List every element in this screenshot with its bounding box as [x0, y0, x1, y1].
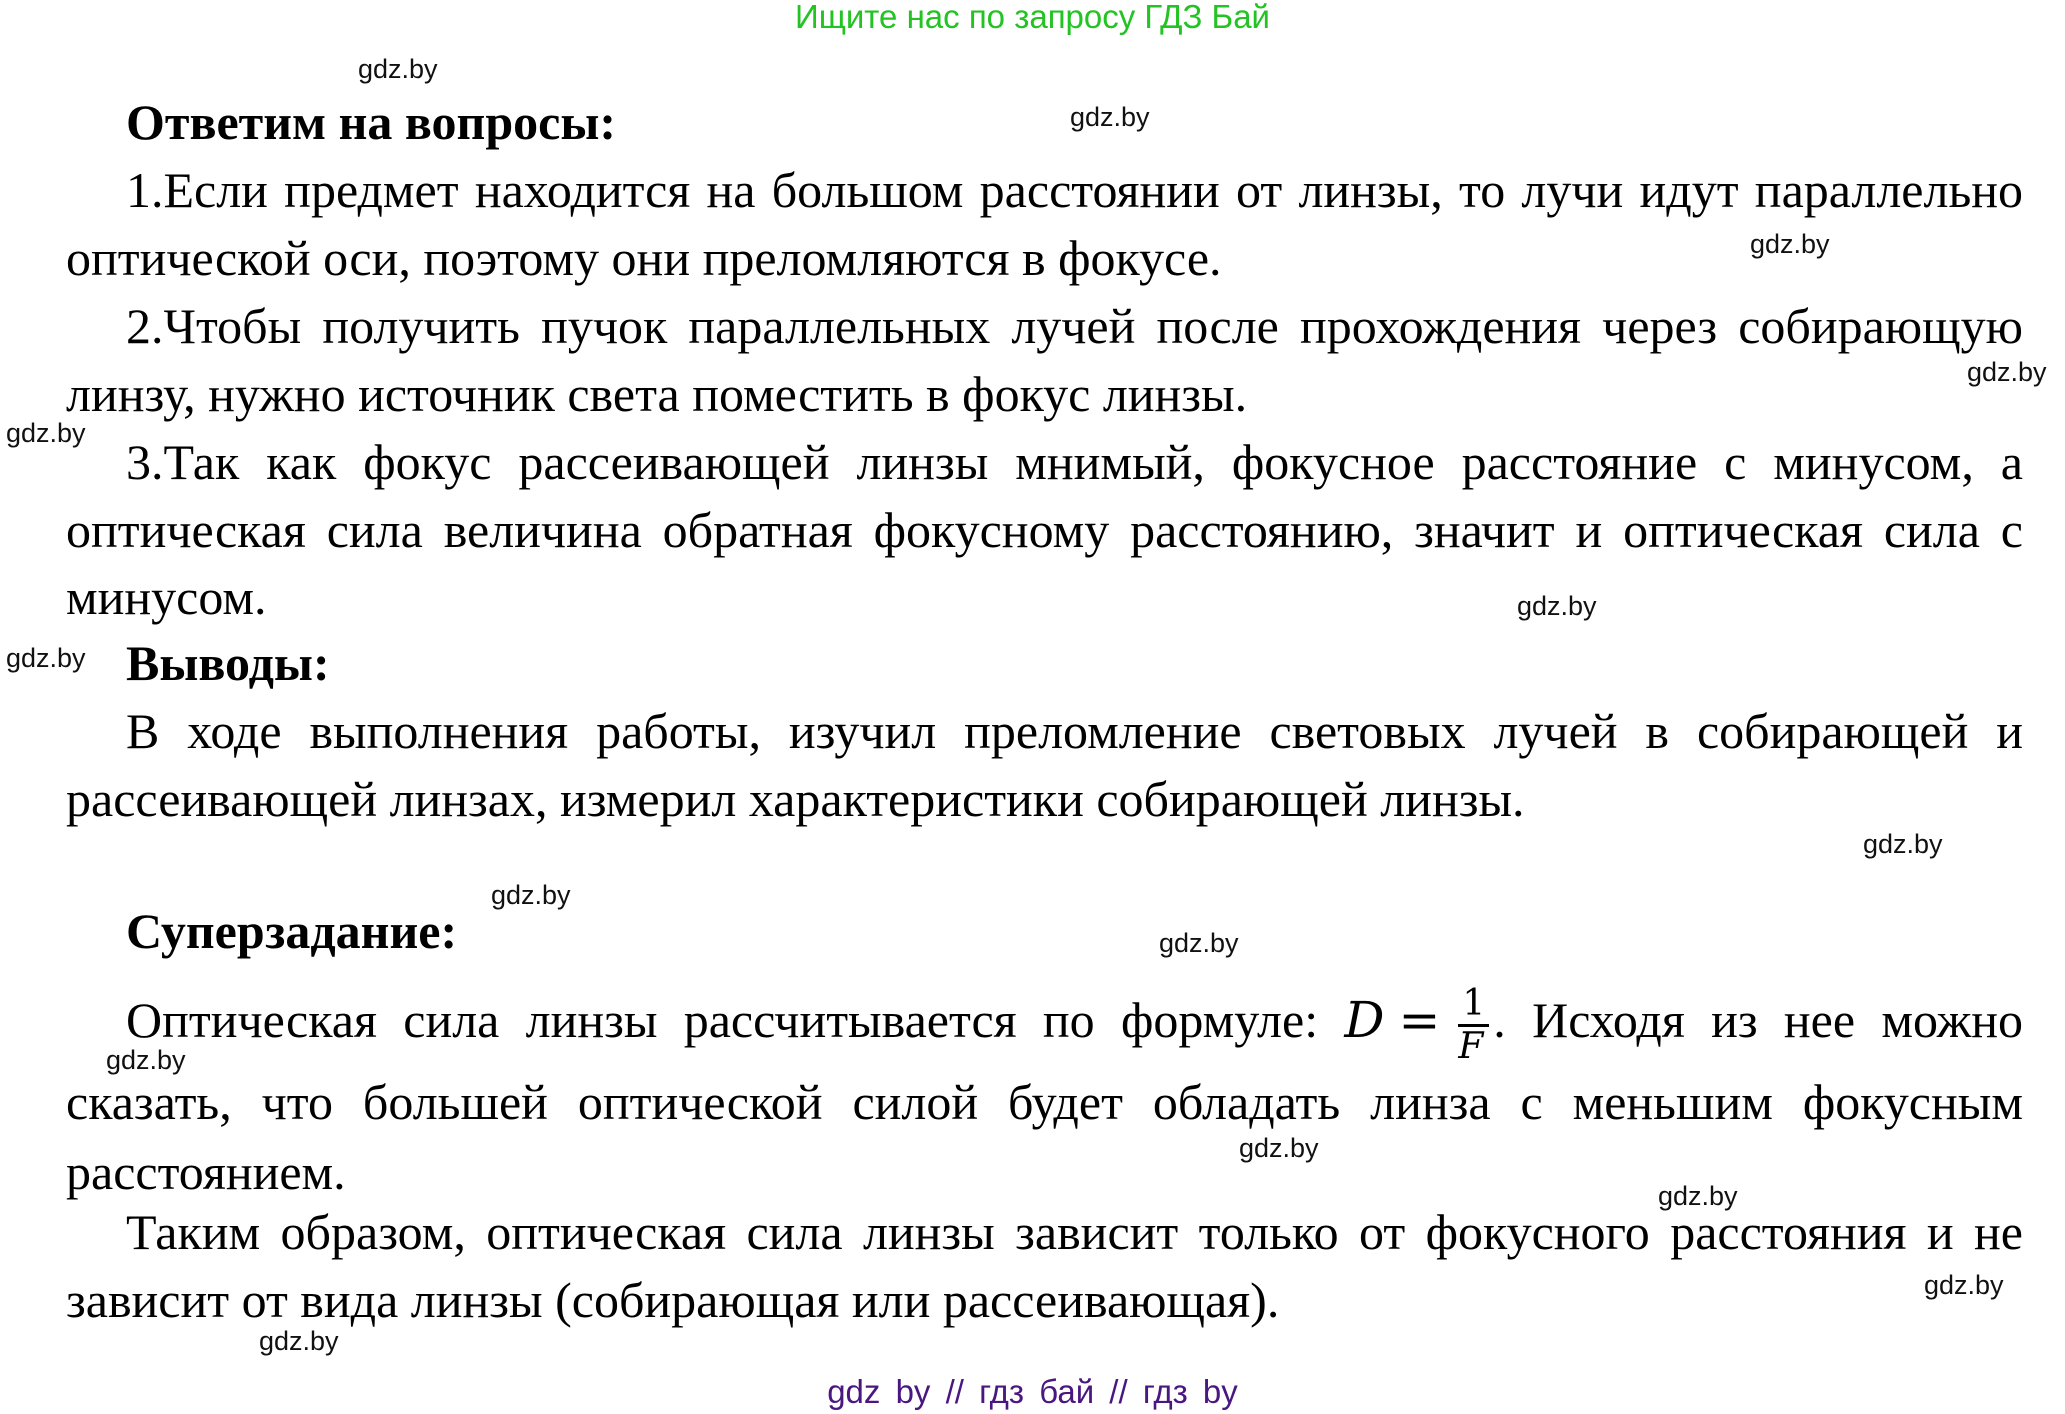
watermark: gdz.by: [1517, 591, 1597, 621]
watermark: gdz.by: [1750, 229, 1830, 259]
heading-conclusions: Выводы:: [126, 635, 330, 691]
watermark: gdz.by: [1658, 1181, 1738, 1211]
conclusions-text: В ходе выполнения работы, изучил преломление световых лучей в собирающей и рассеивающей линзах, измерил характеристики собирающей линзы.: [66, 703, 2023, 827]
answer-1: 1.Если предмет находится на большом расстоянии от линзы, то лучи идут параллельно оптической оси, поэтому они преломляются в фокусе.: [66, 162, 2023, 286]
formula-fraction: $\frac{1}{F}$: [1458, 984, 1489, 1067]
watermark: gdz.by: [1159, 928, 1239, 958]
answer-3: 3.Так как фокус рассеивающей линзы мнимый, фокусное расстояние с минусом, а оптическая сила величина обратная фокусному расстоянию, значит и оптическая сила с минусом.: [66, 434, 2023, 625]
watermark: gdz.by: [6, 418, 86, 448]
formula-lhs: D: [1344, 990, 1385, 1049]
watermark: gdz.by: [1070, 102, 1150, 132]
formula-equals: =: [1398, 990, 1441, 1049]
watermark: gdz.by: [106, 1045, 186, 1075]
watermark: gdz.by: [358, 54, 438, 84]
watermark: gdz.by: [6, 643, 86, 673]
watermark: gdz.by: [1967, 357, 2047, 387]
watermark: gdz.by: [491, 880, 571, 910]
search-banner: Ищите нас по запросу ГДЗ Бай: [795, 0, 1270, 35]
footer-links: gdz by // гдз бай // гдз by: [827, 1373, 1238, 1410]
supertask-paragraph-2: Таким образом, оптическая сила линзы зависит только от фокусного расстояния и не зависит от вида линзы (собирающая или рассеивающая).: [66, 1204, 2023, 1328]
answer-2: 2.Чтобы получить пучок параллельных лучей после прохождения через собирающую линзу, нужно источник света поместить в фокус линзы.: [66, 298, 2023, 422]
heading-supertask: Суперзадание:: [126, 903, 458, 959]
supertask-paragraph-1: Оптическая сила линзы рассчитывается по формуле: D = $\frac{1}{F}$ . Исходя из нее можно сказать, что большей оптической силой будет обладать линза с меньшим фокусным расстоянием.: [66, 983, 2024, 1200]
watermark: gdz.by: [1863, 829, 1943, 859]
heading-answers: Ответим на вопросы:: [126, 94, 617, 150]
watermark: gdz.by: [259, 1326, 339, 1356]
watermark: gdz.by: [1239, 1133, 1319, 1163]
watermark: gdz.by: [1924, 1270, 2004, 1300]
